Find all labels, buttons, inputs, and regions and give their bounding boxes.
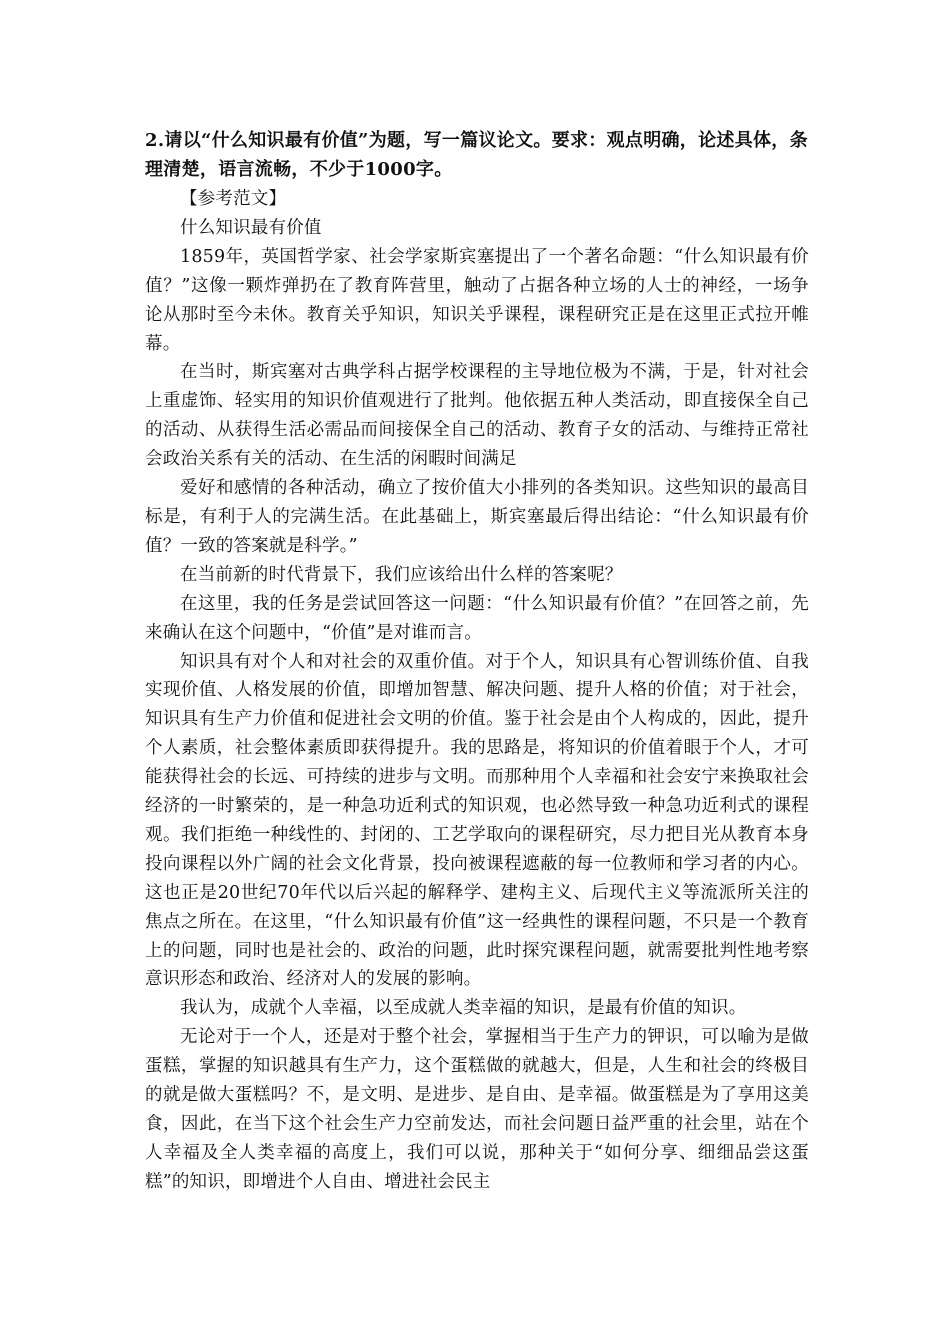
paragraph: 爱好和感情的各种活动，确立了按价值大小排列的各类知识。这些知识的最高目标是，有利于人的完满生活。在此基础上，斯宾塞最后得出结论：“什么知识最有价值？一致的答案就是科学。” [145,478,809,556]
paragraph: 无论对于一个人，还是对于整个社会，掌握相当于生产力的钾识，可以喻为是做蛋糕，掌握的知识越具有生产力，这个蛋糕做的就越大，但是，人生和社会的终极目的就是做大蛋糕吗？不，是文明、是进步、是自由、是幸福。做蛋糕是为了享用这美食，因此，在当下这个社会生产力空前发达，而社会问题日益严重的社会里，站在个人幸福及全人类幸福的高度上，我们可以说，那种关于“如何分享、细细品尝这蛋糕”的知识，即增进个人自由、增进社会民主 [145,1027,809,1192]
paragraph: 在当时，斯宾塞对古典学科占据学校课程的主导地位极为不满，于是，针对社会上重虚饰、轻实用的知识价值观进行了批判。他依据五种人类活动，即直接保全自己的活动、从获得生活必需品而间接保全自己的活动、教育子女的活动、与维持正常社会政治关系有关的活动、在生活的闲暇时间满足 [145,362,809,470]
paragraph: 在这里，我的任务是尝试回答这一问题：“什么知识最有价值？”在回答之前，先来确认在这个问题中，“价值”是对谁而言。 [145,593,809,643]
paragraph: 知识具有对个人和对社会的双重价值。对于个人，知识具有心智训练价值、自我实现价值、人格发展的价值，即增加智慧、解决问题、提升人格的价值；对于社会，知识具有生产力价值和促进社会文明的价值。鉴于社会是由个人构成的，因此，提升个人素质，社会整体素质即获得提升。我的思路是，将知识的价值着眼于个人，才可能获得社会的长远、可持续的进步与文明。而那种用个人幸福和社会安宁来换取社会经济的一时繁荣的，是一种急功近利式的知识观，也必然导致一种急功近利式的课程观。我们拒绝一种线性的、封闭的、工艺学取向的课程研究，尽力把目光从教育本身投向课程以外广阔的社会文化背景，投向被课程遮蔽的每一位教师和学习者的内心。这也正是20世纪70年代以后兴起的解释学、建构主义、后现代主义等流派所关注的焦点之所在。在这里，“什么知识最有价值”这一经典性的课程问题，不只是一个教育上的问题，同时也是社会的、政治的问题，此时探究课程问题，就需要批判性地考察意识形态和政治、经济对人的发展的影响。 [145,651,809,990]
essay-title: 什么知识最有价值 [180,217,322,238]
question-heading: 2.请以“什么知识最有价值”为题，写一篇议论文。要求：观点明确，论述具体，条理清楚，语言流畅，不少于1000字。 [145,130,808,180]
document-page [145,126,809,1197]
paragraph: 1859年，英国哲学家、社会学家斯宾塞提出了一个著名命题：“什么知识最有价值？”这像一颗炸弹扔在了教育阵营里，触动了占据各种立场的人士的神经，一场争论从那时至今未休。教育关乎知识，知识关乎课程，课程研究正是在这里正式拉开帷幕。 [145,246,809,354]
paragraph: 我认为，成就个人幸福，以至成就人类幸福的知识，是最有价值的知识。 [180,998,747,1019]
paragraph: 在当前新的时代背景下，我们应该给出什么样的答案呢？ [180,564,623,585]
reference-label: 【参考范文】 [180,189,287,209]
